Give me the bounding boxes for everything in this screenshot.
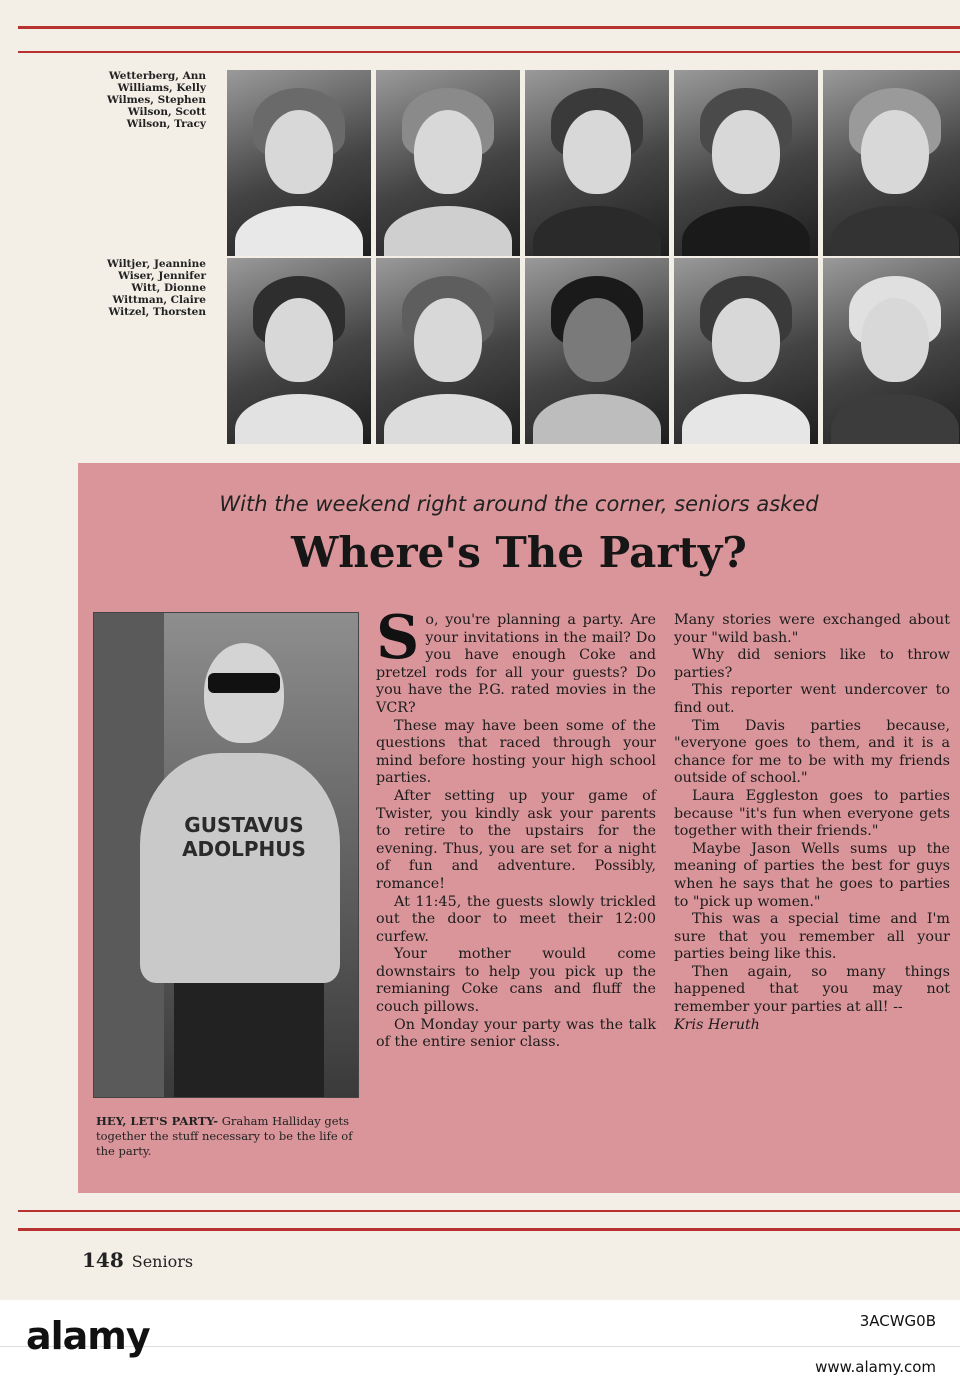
bottom-rule-2 <box>18 1228 960 1231</box>
portrait-name: Witzel, Thorsten <box>108 306 206 318</box>
article-paragraph: Laura Eggleston goes to parties because "it's fun when everyone gets together with their friends." <box>674 787 950 840</box>
caption-lead: HEY, LET'S PARTY- <box>96 1114 219 1128</box>
feature-photo <box>93 612 359 1098</box>
portrait-name: Wilmes, Stephen <box>106 94 206 106</box>
portrait-name: Wilson, Tracy <box>126 118 206 130</box>
portrait-name: Wiltjer, Jeannine <box>106 258 206 270</box>
portrait-photo <box>525 258 669 444</box>
portrait-names-row-1 <box>30 70 206 130</box>
portrait-photo <box>823 258 960 444</box>
article-paragraph: o, you're planning a party. Are your invitations in the mail? Do you have enough Coke and pretzel rods for all your guests? Do you have the P.G. rated movies in the VCR? <box>376 612 656 716</box>
portrait-name: Wiser, Jennifer <box>118 270 206 282</box>
section-name: Seniors <box>131 1252 194 1271</box>
byline: Kris Heruth <box>674 1016 760 1033</box>
article-paragraph: On Monday your party was the talk of the entire senior class. <box>376 1016 656 1051</box>
caption-text: Graham Halliday gets together the stuff necessary to be the life of the party. <box>96 1114 353 1158</box>
article-paragraph: After setting up your game of Twister, you kindly ask your parents to retire to the upstairs for the evening. Thus, you are set for a night of fun and adventure. Possibly, romance! <box>376 787 656 892</box>
top-rule-2 <box>18 51 960 53</box>
portrait-name: Williams, Kelly <box>117 82 206 94</box>
portrait-photo <box>674 258 818 444</box>
article-kicker: With the weekend right around the corner, seniors asked <box>219 492 819 516</box>
article-paragraph: This reporter went undercover to find out. <box>674 682 950 716</box>
article-headline: Where's The Party? <box>291 528 747 577</box>
watermark-logo: alamy <box>26 1314 150 1358</box>
portrait-photo <box>376 258 520 444</box>
page-footer <box>82 1248 193 1272</box>
watermark-url: www.alamy.com <box>815 1358 936 1376</box>
article-paragraph: Maybe Jason Wells sums up the meaning of parties the best for guys when he says that he goes to parties to "pick up women." <box>674 840 950 910</box>
article-paragraph: Tim Davis parties because, "everyone goes to them, and it is a chance for me to be with my friends outside of school." <box>674 717 950 787</box>
article-paragraph: Why did seniors like to throw parties? <box>674 647 950 681</box>
watermark-image-id: 3ACWG0B <box>859 1312 936 1330</box>
portrait-photo <box>376 70 520 256</box>
article-paragraph: Many stories were exchanged about your "wild bash." <box>674 612 950 646</box>
article-paragraph: These may have been some of the questions that raced through your mind before hosting your high school parties. <box>376 717 656 787</box>
bottom-rule-1 <box>18 1210 960 1212</box>
photo-caption <box>96 1114 361 1159</box>
portrait-photo <box>674 70 818 256</box>
portrait-photo <box>525 70 669 256</box>
portrait-photo <box>227 258 371 444</box>
article-paragraph: Then again, so many things happened that you may not remember your parties at all! -- <box>674 963 950 1016</box>
sweatshirt-text: GUSTAVUS ADOLPHUS <box>182 813 306 861</box>
portrait-name: Witt, Dionne <box>131 282 206 294</box>
portrait-names-row-2 <box>30 258 206 318</box>
article-paragraph: This was a special time and I'm sure that you remember all your parties being like this. <box>674 911 950 963</box>
portrait-name: Wetterberg, Ann <box>108 70 206 82</box>
top-rule-1 <box>18 26 960 29</box>
article-column-2 <box>674 612 950 1034</box>
drop-cap: S <box>376 603 420 673</box>
portrait-photo <box>823 70 960 256</box>
portrait-name: Wittman, Claire <box>112 294 206 306</box>
portrait-name: Wilson, Scott <box>127 106 206 118</box>
article-paragraph: Your mother would come downstairs to help you pick up the remianing Coke cans and fluff the couch pillows. <box>376 946 656 1016</box>
article-column-1 <box>376 603 656 1052</box>
page-number: 148 <box>82 1248 124 1272</box>
portrait-photo <box>227 70 371 256</box>
article-paragraph: At 11:45, the guests slowly trickled out the door to meet their 12:00 curfew. <box>376 893 656 945</box>
